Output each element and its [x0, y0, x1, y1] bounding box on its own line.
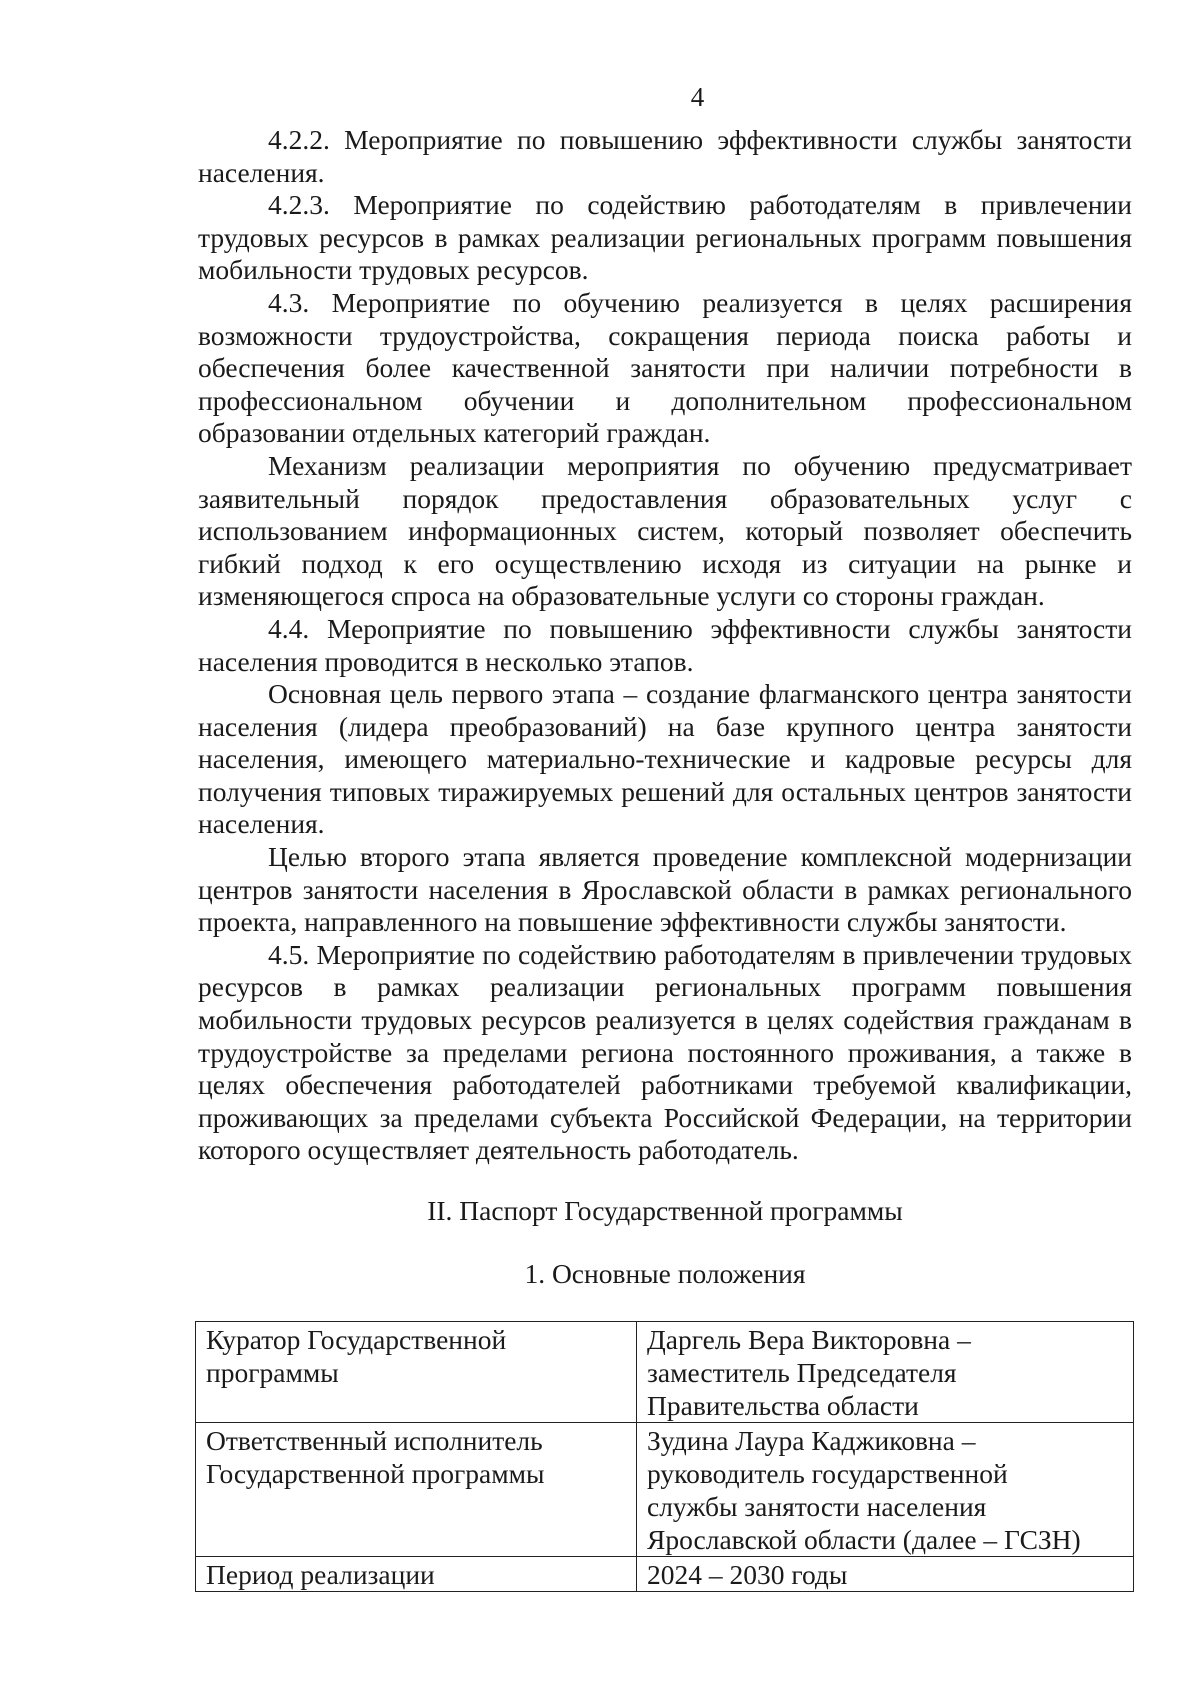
paragraph-4-5: 4.5. Мероприятие по содействию работодателям в привлечении трудовых ресурсов в рамках реализации региональных программ повышения мобильности трудовых ресурсов реализуется в целях содействия гражданам в трудоустройстве за пределами региона постоянного проживания, а также в целях обеспечения работодателей работниками требуемой квалификации, проживающих за пределами субъекта Российской Федерации, на территории которого осуществляет деятельность работодатель.: [198, 938, 1132, 1166]
cell-text: заместитель Председателя: [647, 1357, 957, 1388]
paragraph-first-stage: Основная цель первого этапа – создание флагманского центра занятости населения (лидера преобразований) на базе крупного центра занятости населения, имеющего материально-технические и кадровые ресурсы для получения типовых тиражируемых решений для остальных центров занятости населения.: [198, 678, 1132, 840]
passport-table: [195, 1321, 1134, 1592]
cell-text: Ярославской области (далее – ГСЗН): [647, 1524, 1081, 1555]
subsection-heading: 1. Основные положения: [524, 1258, 806, 1289]
cell-text: 2024 – 2030 годы: [647, 1559, 848, 1590]
table-row: [196, 1423, 1134, 1557]
table-row: [196, 1557, 1134, 1592]
cell-text: службы занятости населения: [647, 1491, 987, 1522]
paragraph-4-2-3: 4.2.3. Мероприятие по содействию работодателям в привлечении трудовых ресурсов в рамках реализации региональных программ повышения мобильности трудовых ресурсов.: [198, 189, 1132, 286]
table-cell-label: [196, 1322, 637, 1423]
cell-text: программы: [206, 1357, 339, 1388]
cell-text: Период реализации: [206, 1559, 435, 1590]
cell-text: Ответственный исполнитель: [206, 1425, 543, 1456]
cell-text: Правительства области: [647, 1390, 919, 1421]
cell-text: руководитель государственной: [647, 1458, 1008, 1489]
table-cell-value: [637, 1322, 1134, 1423]
cell-text: Даргель Вера Викторовна –: [647, 1324, 971, 1355]
page-number: 4: [690, 82, 705, 112]
table-cell-value: [637, 1423, 1134, 1557]
table-cell-label: [196, 1423, 637, 1557]
table-cell-value: [637, 1557, 1134, 1592]
paragraph-training-mechanism: Механизм реализации мероприятия по обучению предусматривает заявительный порядок предоставления образовательных услуг с использованием информационных систем, который позволяет обеспечить гибкий подход к его осуществлению исходя из ситуации на рынке и изменяющегося спроса на образовательные услуги со стороны граждан.: [198, 449, 1132, 612]
paragraph-4-3: 4.3. Мероприятие по обучению реализуется в целях расширения возможности трудоустройства, сокращения периода поиска работы и обеспечения более качественной занятости при наличии потребности в профессиональном обучении и дополнительном профессиональном образовании отдельных категорий граждан.: [198, 286, 1132, 449]
paragraph-4-4: 4.4. Мероприятие по повышению эффективности службы занятости населения проводится в несколько этапов.: [198, 612, 1132, 677]
body-text: [198, 124, 1132, 1167]
cell-text: Зудина Лаура Каджиковна –: [647, 1425, 976, 1456]
table-cell-label: [196, 1557, 637, 1592]
cell-text: Государственной программы: [206, 1458, 545, 1489]
paragraph-4-2-2: 4.2.2. Мероприятие по повышению эффективности службы занятости населения.: [198, 124, 1132, 188]
section-heading: II. Паспорт Государственной программы: [427, 1195, 903, 1226]
paragraph-second-stage: Целью второго этапа является проведение комплексной модернизации центров занятости населения в Ярославской области в рамках регионального проекта, направленного на повышение эффективности службы занятости.: [198, 841, 1132, 938]
table-row: [196, 1322, 1134, 1423]
cell-text: Куратор Государственной: [206, 1324, 507, 1355]
